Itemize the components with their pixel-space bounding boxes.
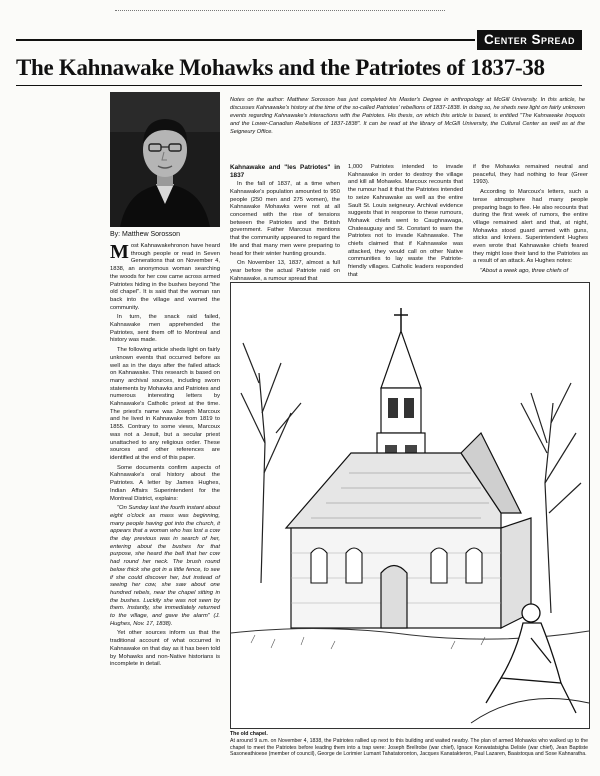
section-rule	[16, 39, 475, 41]
caption-text: At around 9 a.m. on November 4, 1838, the Patriotes rallied up next to this building and waited nearby. The plan of armed Mohawks who walked up to the chapel to meet the Patriotes before leading them into a trap were: Joseph Brellrobe (war chief), Ignace Konwatatsigha Delisle (war chief), Jean Baptiste Sasoneathioese (member of council), George de Lorimier Lumant Tahatatoronton, Jacques Kanatakteron, Paul Lazaren, Baaistoqua and Sose Kahnaratha.	[230, 737, 588, 758]
scan-artifact-dots	[115, 10, 445, 17]
section-label: Center Spread	[477, 30, 582, 50]
article-column-4	[473, 164, 588, 274]
byline: By: Matthew Sorosson	[110, 231, 181, 238]
article-column-3	[348, 164, 463, 278]
section-subhead: Kahnawake and "les Patriotes" in 1837	[230, 164, 340, 179]
chapel-illustration	[230, 282, 590, 729]
author-photo	[110, 92, 220, 227]
article-column-2	[230, 164, 340, 282]
author-note: Notes on the author: Matthew Sorosson has just completed his Master's Degree in anthropology at McGill University. In this article, he discusses Kahnawake's history at the time of the so-called Patriotes' rebellions of 1837-1838. In doing so, he sheds new light on fairly unknown events regarding Kahnawake's interactions with the Patriotes. His thesis, on which this article is based, is entitled "The Kahnawake Iroquois and the Lower-Canadian Rebellions of 1837-1838". It can be read at the library of McGill University, the Cultural Center as well as at the Seigneury Office.	[230, 97, 585, 135]
paragraph: Some documents confirm aspects of Kahnawake's oral history about the Patriotes. A letter by James Hughes, Indian Affairs Superintendent for the Montreal District, explains:	[110, 464, 220, 502]
paragraph	[110, 243, 220, 312]
paragraph: In the fall of 1837, at a time when Kahnawake's population amounted to 950 people (250 men and 275 women), the Kahnawake Mohawks were not at all concerned with the rise of tensions between the Patriotes and the British government. Father Marcoux mentions that the community appeared to regard the life and that many men were preparing to head for their winter hunting grounds.	[230, 181, 340, 257]
article-headline: The Kahnawake Mohawks and the Patriotes of 1837-38	[16, 55, 545, 80]
paragraph: 1,000 Patriotes intended to invade Kahnawake in order to destroy the village and kill all Mohawks. Marcoux recounts that the rumour had it that the Patriotes intended to seize Kahnawake as well as the entire Sault St. Louis seigneury. Archival evidence suggests that in response to these rumours, Mohawk chiefs went to Caughnawaga, Chateauguay and St. Constant to warn the Patriotes not to invade Kahnawake. The chiefs claimed that if Kahnawake was attacked, they would call on other Native communities to lay waste the Patriote-friendly villages. Catholic leaders responded that	[348, 164, 463, 278]
paragraph-text: ost Kahnawakehronon have heard through people or read in Seven Generations that on November 4, 1838, an anonymous woman searching the woods for her cow came across armed Patriotes hiding in the bushes beyond "the old chapel". It is said that the woman ran back into the village and warned the community.	[110, 243, 220, 311]
author-portrait-graphic	[110, 92, 220, 227]
paragraph: In turn, the snack raid failed, Kahnawake men apprehended the Patriotes, sent them off to Montreal and history was made.	[110, 314, 220, 344]
paragraph: On November 13, 1837, almost a full year before the actual Patriote raid on Kahnawake, a rumour spread that	[230, 260, 340, 282]
chapel-drawing	[231, 283, 589, 728]
drop-cap: M	[110, 241, 129, 263]
paragraph: Yet other sources inform us that the traditional account of what occurred in Kahnawake on that day as it has been told by Mohawks and non-Native historians is incomplete in detail.	[110, 630, 220, 668]
headline-rule	[16, 85, 582, 86]
block-quote: "On Sunday last the fourth instant about eight o'clock as mass was beginning, many people having got into the church, it appears that a woman who has lost a cow the day previous was in search of her, entering about the bushes for that purpose, she heard the bell that her cow had round her neck. The brush round below thick she got in a little fence, to see if she could discover her, but instead of seeing her cow, she saw about one hundred rebels, near the chapel sitting in the bushes. Luckily she was not seen by them. Instantly, she immediately returned to the village, and gave the alarm" (J. Hughes, Nov. 17, 1838).	[110, 505, 220, 627]
paragraph: if the Mohawks remained neutral and peaceful, they had nothing to fear (Greer 1993).	[473, 164, 588, 186]
section-header	[0, 30, 600, 50]
illustration-caption	[230, 731, 588, 758]
paragraph: According to Marcoux's letters, such a tense atmosphere had many people preparing bags to flee. He also recounts that during the first week of rumors, the entire village remained alert and that, at night, Mohawks stood guard armed with guns, sticks and knives. Superintendent Hughes even wrote that Kahnawake chiefs feared they might lose their land to the Patriotes as a result of an attack. As Hughes notes:	[473, 189, 588, 265]
block-quote: "About a week ago, three chiefs of	[480, 268, 569, 275]
caption-title: The old chapel.	[230, 731, 268, 737]
article-column-1	[110, 243, 220, 751]
paragraph: The following article sheds light on fairly unknown events that occurred before as well as in the days after the failed attack on Kahnawake. This research is based on many archival sources, including sworn statements by Mohawks and Patriotes and numerous interesting letters by Kahnawake's Catholic priest at the time. The priest's name was Joseph Marcoux and he lived in Kahnawake from 1819 to 1855. Contrary to some views, Marcoux was not a Jesuit, but a secular priest unattached to any religious order. These sources and other references are identified at the end of this paper.	[110, 347, 220, 461]
